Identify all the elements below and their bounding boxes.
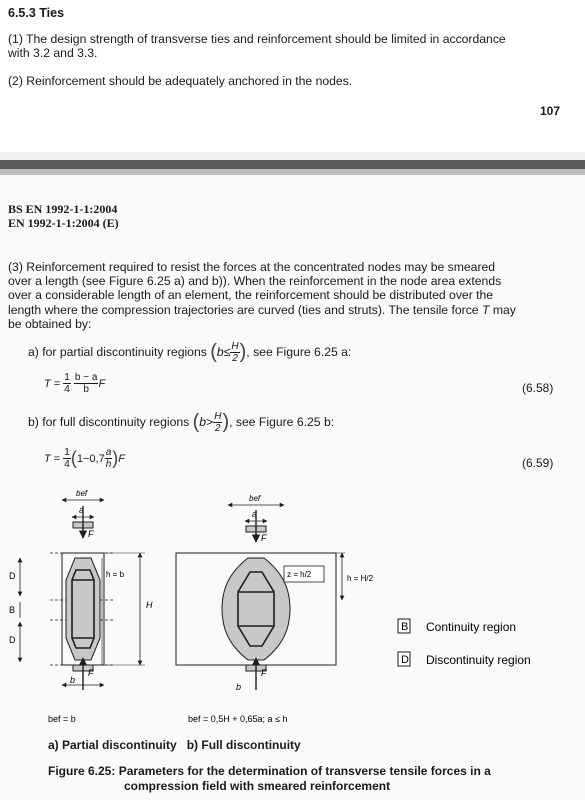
left-F-bottom: F	[88, 668, 94, 678]
eq58-frac1: $\frac{1}{4}$	[64, 372, 70, 395]
left-h-eq-b: h = b	[106, 570, 125, 579]
right-F-bottom: F	[261, 668, 267, 678]
para3-line2: over a length (see Figure 6.25 a) and b)). When the reinforcement in the node area extends	[8, 274, 502, 288]
item-a-label: a) for partial discontinuity regions	[28, 344, 207, 359]
page-number: 107	[540, 104, 561, 118]
equation-6-59: T = $\frac{1}{4}$ ( 1−0,7 $\frac{a}{h}$ ) F	[44, 447, 125, 470]
item-a: a) for partial discontinuity regions ( b ≤ $\frac{H}{2}$ ) , see Figure 6.25 a:	[28, 340, 352, 364]
figure-6-25	[0, 480, 585, 730]
right-bef-formula: bef = 0,5H + 0,65a; a ≤ h	[188, 714, 288, 724]
legend-D-key: D	[401, 654, 409, 666]
left-a-label: a	[79, 505, 85, 515]
item-b-see: , see Figure 6.25 b:	[229, 414, 335, 429]
previous-page	[0, 0, 585, 152]
left-B-label: B	[9, 605, 16, 615]
item-a-cond-op: ≤	[223, 344, 231, 359]
legend-B-text: Continuity region	[426, 620, 517, 634]
para3-line1: (3) Reinforcement required to resist the forces at the concentrated nodes may be smeared	[8, 260, 496, 274]
section-title: 6.5.3 Ties	[8, 6, 65, 20]
item-a-cond-frac: $\frac{H}{2}$	[231, 340, 239, 364]
left-diagram	[9, 489, 153, 690]
item-b-label: b) for full discontinuity regions	[28, 414, 190, 429]
item-b-cond-b: b	[199, 414, 207, 429]
left-stress-field	[66, 558, 100, 660]
sub-caption-b: b) Full discontinuity	[186, 738, 301, 752]
item-b: b) for full discontinuity regions ( b > $\frac{H}{2}$ ) , see Figure 6.25 b:	[28, 410, 335, 434]
item-a-cond-b: b	[216, 344, 224, 359]
left-b-label: b	[70, 675, 76, 685]
sub-caption-a: a) Partial discontinuity	[48, 738, 177, 752]
left-bef-formula: bef = b	[48, 714, 76, 724]
eq58-frac2: $\frac{b - a}{b}$	[74, 372, 98, 395]
figure-caption-line1: Figure 6.25: Parameters for the determination of transverse tensile forces in a	[48, 764, 491, 778]
right-z-label: z = h/2	[287, 570, 312, 579]
left-H-label: H	[146, 600, 153, 610]
legend-B-key: B	[401, 621, 409, 633]
eq-number-6-58: (6.58)	[522, 381, 554, 395]
para3-line5: be obtained by:	[8, 317, 92, 331]
item-b-cond-frac: $\frac{H}{2}$	[214, 410, 222, 434]
page-gap	[0, 152, 585, 160]
item-a-see: , see Figure 6.25 a:	[246, 344, 352, 359]
left-bef-label: bef	[76, 489, 88, 498]
equation-6-58: T = $\frac{1}{4}$ $\frac{b - a}{b}$ F	[44, 372, 106, 395]
right-h-label: h = H/2	[347, 574, 374, 583]
eq-number-6-59: (6.59)	[522, 456, 554, 470]
para2: (2) Reinforcement should be adequately anchored in the nodes.	[8, 74, 353, 88]
right-F-top: F	[261, 533, 267, 543]
eq59-frac1: $\frac{1}{4}$	[64, 447, 70, 470]
para1-line2: with 3.2 and 3.3.	[8, 46, 98, 60]
left-D2-label: D	[9, 635, 16, 645]
right-a-label: a	[252, 509, 258, 519]
legend	[398, 619, 531, 667]
right-bef-label: bef	[249, 494, 261, 503]
page-divider	[0, 160, 585, 169]
left-D1-label: D	[9, 571, 16, 581]
legend-D-text: Discontinuity region	[426, 653, 531, 667]
para1-line1: (1) The design strength of transverse ties and reinforcement should be limited in accordance	[8, 32, 506, 46]
para3-line4: length where the compression trajectories are curved (ties and struts). The tensile force T may	[8, 303, 516, 317]
left-F-top: F	[88, 529, 94, 539]
standard-id-line1: BS EN 1992-1-1:2004	[8, 202, 118, 216]
para3-line3: over a considerable length of an element, the reinforcement should be distributed over the	[8, 288, 494, 302]
right-stress-field	[222, 558, 290, 660]
standard-id-line2: EN 1992-1-1:2004 (E)	[8, 216, 119, 230]
eq59-frac2: $\frac{a}{h}$	[105, 447, 112, 470]
figure-subcaptions	[48, 738, 301, 752]
right-b-label: b	[236, 682, 242, 692]
figure-caption-line2: compression field with smeared reinforcement	[124, 779, 391, 793]
item-b-cond-op: >	[206, 414, 214, 429]
right-diagram	[176, 494, 374, 692]
